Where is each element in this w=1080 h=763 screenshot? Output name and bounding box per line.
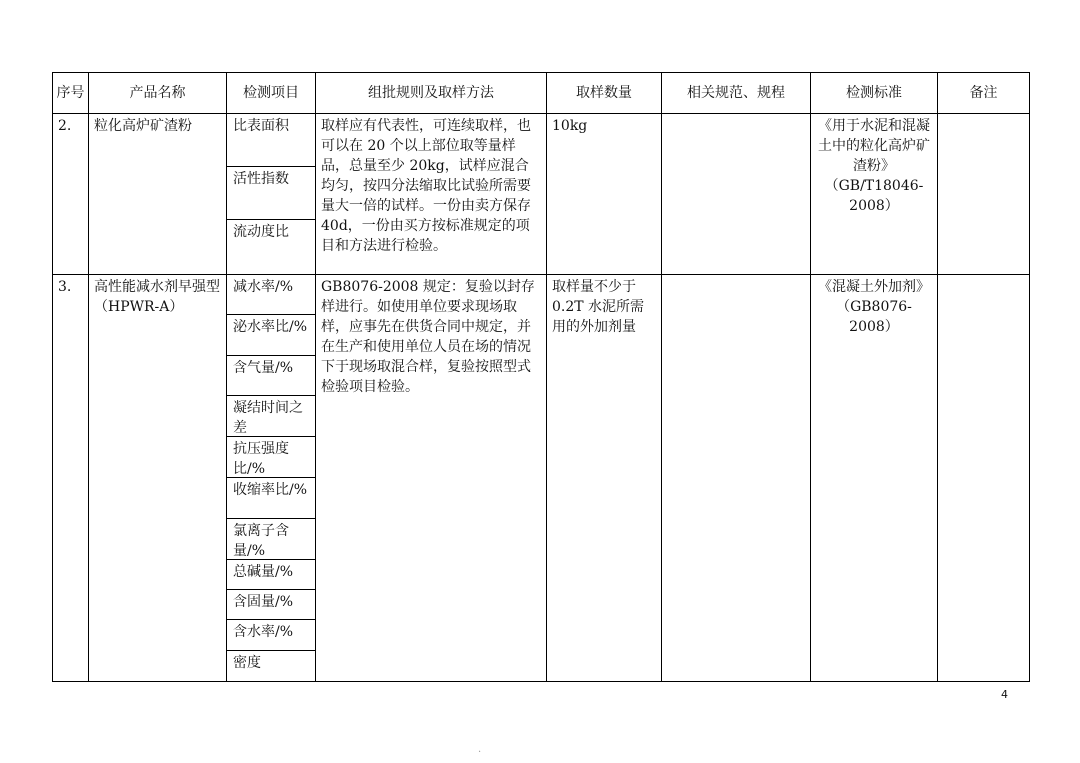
sample-quantity: 10kg	[547, 114, 662, 275]
remarks	[938, 275, 1030, 682]
test-item: 活性指数	[227, 167, 315, 220]
test-item: 减水率/%	[227, 275, 315, 315]
test-items	[227, 275, 316, 682]
remarks	[938, 114, 1030, 275]
test-item: 收缩率比/%	[227, 478, 315, 519]
row-number: 3.	[53, 275, 89, 682]
test-item: 泌水率比/%	[227, 315, 315, 356]
page-number: 4	[1001, 688, 1008, 701]
test-item: 流动度比	[233, 224, 289, 240]
table-row	[53, 114, 1030, 275]
row-number: 2.	[53, 114, 89, 275]
test-item: 抗压强度比/%	[227, 437, 315, 478]
header-product-name: 产品名称	[89, 73, 227, 114]
test-item: 含气量/%	[227, 356, 315, 396]
header-test-items: 检测项目	[227, 73, 316, 114]
test-item: 密度	[233, 655, 261, 671]
footer-dot: .	[478, 744, 482, 755]
header-related-specs: 相关规范、规程	[662, 73, 811, 114]
header-row	[53, 73, 1030, 114]
header-batch-sampling: 组批规则及取样方法	[316, 73, 547, 114]
test-item: 含固量/%	[227, 590, 315, 620]
inspection-table	[52, 72, 1030, 682]
test-items	[227, 114, 316, 275]
product-name: 粒化高炉矿渣粉	[89, 114, 227, 275]
sample-quantity: 取样量不少于 0.2T 水泥所需用的外加剂量	[547, 275, 662, 682]
test-item: 总碱量/%	[227, 560, 315, 590]
batch-sampling-method: 取样应有代表性，可连续取样，也可以在 20 个以上部位取等量样品，总量至少 20kg，试样应混合均匀，按四分法缩取比试验所需要量大一倍的试样。一份由卖方保存 40d，一份由买方按标准规定的项目和方法进行检验。	[316, 114, 547, 275]
header-remarks: 备注	[938, 73, 1030, 114]
header-no: 序号	[53, 73, 89, 114]
product-name: 高性能减水剂早强型（HPWR-A）	[89, 275, 227, 682]
batch-sampling-method: GB8076-2008 规定：复验以封存样进行。如使用单位要求现场取样，应事先在供货合同中规定，并在生产和使用单位人员在场的情况下于现场取混合样，复验按照型式检验项目检验。	[316, 275, 547, 682]
test-item: 比表面积	[227, 114, 315, 167]
test-item: 含水率/%	[227, 620, 315, 651]
header-test-standard: 检测标准	[811, 73, 938, 114]
test-standard: 《混凝土外加剂》（GB8076-2008）	[811, 275, 938, 682]
header-sample-quantity: 取样数量	[547, 73, 662, 114]
test-item: 氯离子含量/%	[227, 519, 315, 560]
table-row	[53, 275, 1030, 682]
test-item: 凝结时间之差	[227, 396, 315, 437]
related-specs	[662, 275, 811, 682]
test-standard: 《用于水泥和混凝土中的粒化高炉矿渣粉》（GB/T18046-2008）	[811, 114, 938, 275]
related-specs	[662, 114, 811, 275]
